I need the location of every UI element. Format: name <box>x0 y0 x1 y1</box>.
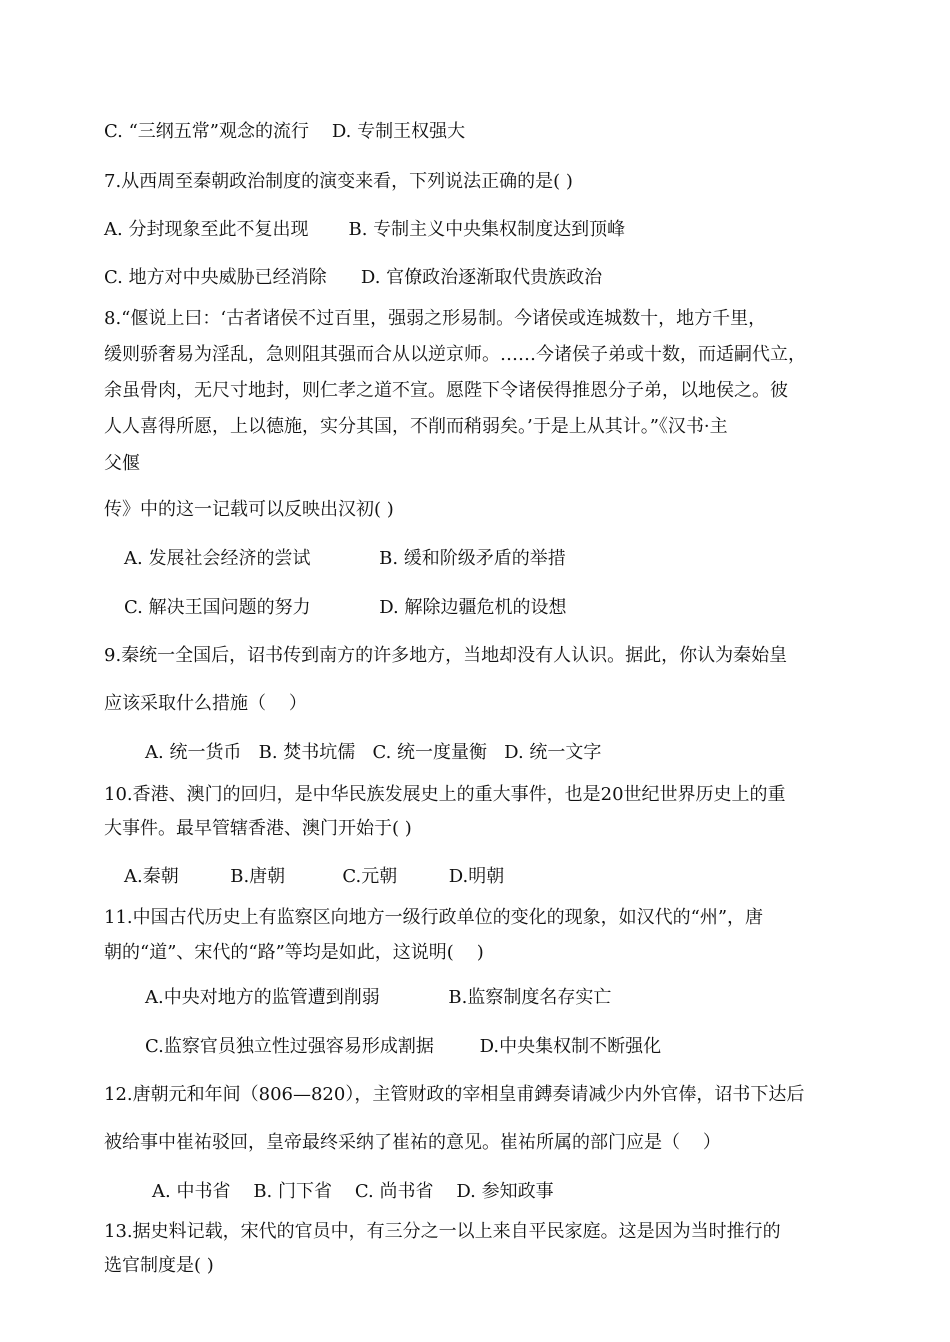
question-8-options-cd: C. 解决王国问题的努力 D. 解除边疆危机的设想 <box>124 597 567 618</box>
question-8-stem-line-2: 缓则骄奢易为淫乱，急则阻其强而合从以逆京师。……今诸侯子弟或十数，而适嗣代立， <box>104 344 806 365</box>
question-13-stem-line-2: 选官制度是( ) <box>104 1255 214 1276</box>
question-11-stem-line-2: 朝的“道”、宋代的“路”等均是如此，这说明( ) <box>104 942 484 963</box>
question-9-stem-line-2: 应该采取什么措施（ ） <box>104 693 307 714</box>
question-10-stem-line-2: 大事件。最早管辖香港、澳门开始于( ) <box>104 818 412 839</box>
question-8-stem-line-4: 人人喜得所愿，上以德施，实分其国，不削而稍弱矣。’于是上从其计。”《汉书·主 <box>104 416 728 437</box>
question-8-options-ab: A. 发展社会经济的尝试 B. 缓和阶级矛盾的举措 <box>124 548 566 569</box>
question-10-stem-line-1: 10.香港、澳门的回归，是中华民族发展史上的重大事件，也是20世纪世界历史上的重 <box>104 784 786 805</box>
question-8-stem-line-1: 8.“偃说上曰：‘古者诸侯不过百里，强弱之形易制。今诸侯或连城数十，地方千里， <box>104 308 767 329</box>
question-11-options-ab: A.中央对地方的监管遭到削弱 B.监察制度名存实亡 <box>145 987 612 1008</box>
question-8-stem-line-5: 父偃 <box>104 453 140 474</box>
question-12-stem-line-1: 12.唐朝元和年间（806—820），主管财政的宰相皇甫鎛奏请减少内外官俸，诏书下达后 <box>104 1084 805 1105</box>
question-12-stem-line-2: 被给事中崔祐驳回，皇帝最终采纳了崔祐的意见。崔祐所属的部门应是（ ） <box>104 1132 721 1153</box>
question-8-stem-line-3: 余虽骨肉，无尺寸地封，则仁孝之道不宣。愿陛下令诸侯得推恩分子弟，以地侯之。彼 <box>104 380 788 401</box>
question-10-options: A.秦朝 B.唐朝 C.元朝 D.明朝 <box>124 866 505 887</box>
question-7-stem: 7.从西周至秦朝政治制度的演变来看，下列说法正确的是( ) <box>104 171 573 192</box>
question-8-stem-line-6: 传》中的这一记载可以反映出汉初( ) <box>104 499 394 520</box>
question-9-stem-line-1: 9.秦统一全国后，诏书传到南方的许多地方，当地却没有人认识。据此，你认为秦始皇 <box>104 645 788 666</box>
question-11-options-cd: C.监察官员独立性过强容易形成割据 D.中央集权制不断强化 <box>145 1036 662 1057</box>
question-12-options: A. 中书省 B. 门下省 C. 尚书省 D. 参知政事 <box>152 1181 554 1202</box>
question-7-options-cd: C. 地方对中央威胁已经消除 D. 官僚政治逐渐取代贵族政治 <box>104 267 603 288</box>
question-9-options: A. 统一货币 B. 焚书坑儒 C. 统一度量衡 D. 统一文字 <box>145 742 602 763</box>
question-7-options-ab: A. 分封现象至此不复出现 B. 专制主义中央集权制度达到顶峰 <box>104 219 626 240</box>
question-13-stem-line-1: 13.据史料记载，宋代的官员中，有三分之一以上来自平民家庭。这是因为当时推行的 <box>104 1221 781 1242</box>
option-line-6cd: C. “三纲五常”观念的流行 D. 专制王权强大 <box>104 121 466 142</box>
question-11-stem-line-1: 11.中国古代历史上有监察区向地方一级行政单位的变化的现象，如汉代的“州”，唐 <box>104 907 764 928</box>
